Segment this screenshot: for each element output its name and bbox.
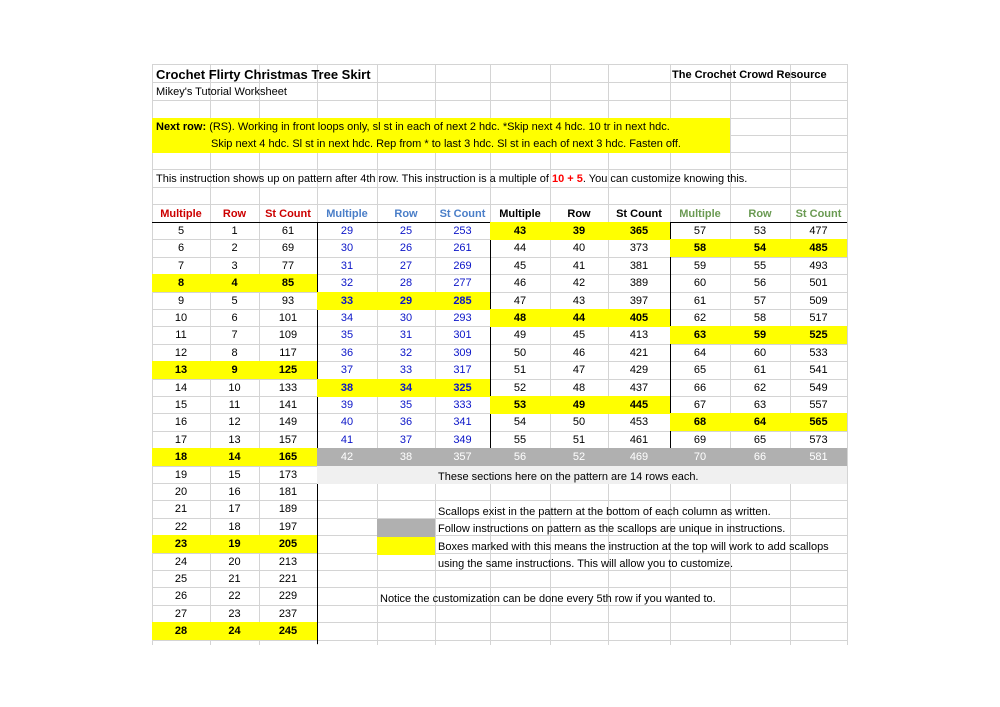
table-cell: 59	[693, 260, 707, 272]
table-cell: 317	[453, 364, 472, 376]
table-cell: 429	[629, 364, 649, 376]
table-cell: 8	[231, 347, 238, 359]
table-cell: 46	[572, 347, 586, 359]
table-cell: 17	[228, 503, 241, 515]
table-cell: 58	[753, 312, 767, 324]
table-cell: 57	[693, 225, 707, 237]
table-cell: 3	[231, 260, 238, 272]
table-cell: 405	[629, 312, 649, 324]
table-cell: 125	[278, 364, 298, 376]
table-cell: 101	[278, 312, 298, 324]
table-cell: 51	[513, 364, 527, 376]
table-cell: 22	[174, 521, 188, 533]
table-cell: 58	[693, 242, 707, 254]
table-cell: 43	[572, 295, 586, 307]
table-cell: 11	[228, 399, 241, 411]
table-cell: 64	[693, 347, 707, 359]
table-cell: 50	[572, 416, 586, 428]
table-cell: 20	[174, 486, 188, 498]
table-cell: 66	[693, 382, 707, 394]
table-cell: 501	[809, 277, 828, 289]
table-cell: 61	[753, 364, 767, 376]
table-cell: 55	[513, 434, 527, 446]
multiple-note	[156, 171, 747, 188]
table-cell: 21	[174, 503, 188, 515]
table-cell: 46	[513, 277, 527, 289]
table-cell: 39	[572, 225, 586, 237]
table-cell: 38	[399, 451, 413, 463]
table-cell: 133	[278, 382, 298, 394]
table-cell: 4	[231, 277, 238, 289]
table-cell: 6	[177, 242, 185, 254]
table-cell: 269	[453, 260, 472, 272]
table-cell: 469	[629, 451, 649, 463]
table-cell: 53	[513, 399, 527, 411]
table-cell: 49	[513, 329, 527, 341]
table-cell: 477	[809, 225, 828, 237]
table-cell: 12	[174, 347, 188, 359]
table-cell: 157	[278, 434, 298, 446]
table-cell: 13	[228, 434, 241, 446]
table-cell: 453	[629, 416, 649, 428]
table-cell: 29	[340, 225, 354, 237]
table-cell: 17	[174, 434, 188, 446]
table-cell: 10	[174, 312, 188, 324]
table-cell: 173	[278, 469, 298, 481]
table-cell: 27	[399, 260, 413, 272]
table-cell: 29	[399, 295, 413, 307]
yellow-legend-note-1: Boxes marked with this means the instruction at the top will work to add scallops	[438, 541, 829, 553]
table-cell: 55	[753, 260, 767, 272]
table-cell: 32	[340, 277, 354, 289]
table-cell: 373	[629, 242, 649, 254]
sheet-subtitle: Mikey's Tutorial Worksheet	[156, 86, 287, 98]
table-cell: 517	[809, 312, 828, 324]
table-cell: 47	[572, 364, 586, 376]
column-header: Multiple	[499, 208, 541, 220]
table-cell: 461	[629, 434, 649, 446]
table-cell: 509	[809, 295, 828, 307]
multiple-note-after: . You can customize knowing this.	[582, 173, 748, 185]
sheet-title: Crochet Flirty Christmas Tree Skirt	[156, 67, 371, 82]
table-cell: 62	[693, 312, 707, 324]
resource-label: The Crochet Crowd Resource	[672, 69, 827, 81]
column-header: Multiple	[679, 208, 721, 220]
grid-hline	[152, 64, 847, 65]
table-cell: 42	[340, 451, 354, 463]
table-cell: 25	[174, 573, 188, 585]
table-cell: 39	[340, 399, 354, 411]
table-cell: 357	[453, 451, 472, 463]
table-cell: 54	[753, 242, 767, 254]
table-cell: 52	[513, 382, 527, 394]
column-header: Row	[222, 208, 247, 220]
table-cell: 213	[278, 556, 298, 568]
table-cell: 15	[174, 399, 188, 411]
table-cell: 13	[174, 364, 188, 376]
table-cell: 50	[513, 347, 527, 359]
table-cell: 557	[809, 399, 828, 411]
table-cell: 365	[629, 225, 649, 237]
table-cell: 24	[228, 625, 241, 637]
table-cell: 2	[231, 242, 238, 254]
table-cell: 27	[174, 608, 188, 620]
column-header: Row	[394, 208, 418, 220]
table-cell: 18	[228, 521, 241, 533]
table-cell: 69	[281, 242, 295, 254]
table-cell: 301	[453, 329, 472, 341]
table-cell: 16	[174, 416, 188, 428]
table-cell: 23	[174, 538, 188, 550]
table-cell: 325	[453, 382, 472, 394]
table-cell: 14	[228, 451, 241, 463]
table-cell: 11	[175, 329, 187, 341]
table-cell: 565	[809, 416, 828, 428]
instruction-line-1	[156, 119, 670, 136]
table-cell: 141	[278, 399, 298, 411]
table-cell: 60	[693, 277, 707, 289]
table-cell: 1	[231, 225, 238, 237]
column-header: Row	[567, 208, 591, 220]
table-cell: 45	[572, 329, 586, 341]
table-cell: 35	[340, 329, 354, 341]
table-cell: 197	[278, 521, 298, 533]
table-cell: 189	[278, 503, 298, 515]
table-cell: 341	[453, 416, 472, 428]
table-cell: 28	[399, 277, 413, 289]
table-cell: 5	[177, 225, 185, 237]
table-cell: 38	[340, 382, 354, 394]
table-cell: 77	[281, 260, 295, 272]
table-cell: 33	[340, 295, 354, 307]
table-cell: 389	[629, 277, 649, 289]
table-cell: 65	[693, 364, 707, 376]
table-cell: 277	[453, 277, 472, 289]
table-cell: 70	[693, 451, 707, 463]
grid-hline	[152, 204, 847, 205]
customize-note: Notice the customization can be done every 5th row if you wanted to.	[380, 593, 716, 605]
table-cell: 30	[340, 242, 354, 254]
table-cell: 533	[809, 347, 828, 359]
table-cell: 36	[340, 347, 354, 359]
table-cell: 93	[281, 295, 295, 307]
table-cell: 7	[177, 260, 185, 272]
multiple-note-before: This instruction shows up on pattern after 4th row. This instruction is a multiple of	[156, 173, 552, 185]
table-cell: 109	[278, 329, 298, 341]
table-cell: 34	[340, 312, 354, 324]
multiple-value: 10 + 5	[551, 173, 583, 185]
table-cell: 30	[399, 312, 413, 324]
table-cell: 26	[399, 242, 413, 254]
table-cell: 117	[279, 347, 297, 359]
table-cell: 23	[228, 608, 241, 620]
table-cell: 12	[228, 416, 241, 428]
next-row-label: Next row:	[156, 121, 207, 133]
scallops-note: Scallops exist in the pattern at the bottom of each column as written.	[438, 506, 771, 518]
table-cell: 41	[572, 260, 586, 272]
table-cell: 47	[513, 295, 527, 307]
table-cell: 61	[281, 225, 295, 237]
table-cell: 37	[340, 364, 354, 376]
table-cell: 485	[809, 242, 828, 254]
sections-note: These sections here on the pattern are 14 rows each.	[438, 471, 699, 483]
table-cell: 44	[513, 242, 527, 254]
table-cell: 293	[453, 312, 472, 324]
column-header: St Count	[439, 208, 486, 220]
yellow-legend-swatch	[377, 537, 435, 555]
table-cell: 16	[228, 486, 241, 498]
table-cell: 63	[693, 329, 707, 341]
table-cell: 62	[753, 382, 767, 394]
column-header: St Count	[265, 208, 311, 220]
table-cell: 67	[693, 399, 707, 411]
table-cell: 261	[453, 242, 472, 254]
table-cell: 9	[177, 295, 185, 307]
table-cell: 229	[278, 590, 298, 602]
table-cell: 34	[399, 382, 413, 394]
table-cell: 19	[174, 469, 188, 481]
table-cell: 41	[340, 434, 354, 446]
table-cell: 51	[572, 434, 586, 446]
table-cell: 413	[629, 329, 649, 341]
table-cell: 49	[572, 399, 586, 411]
table-cell: 525	[809, 329, 828, 341]
table-cell: 26	[174, 590, 188, 602]
instruction-line-2: Skip next 4 hdc. Sl st in next hdc. Rep from * to last 3 hdc. Sl st in each of next 3 hdc. Fasten off.	[211, 138, 681, 150]
table-cell: 253	[453, 225, 472, 237]
table-cell: 19	[228, 538, 241, 550]
yellow-legend-note-2: using the same instructions. This will allow you to customize.	[438, 558, 734, 570]
table-cell: 445	[629, 399, 649, 411]
table-cell: 349	[453, 434, 472, 446]
table-cell: 285	[453, 295, 472, 307]
table-cell: 65	[753, 434, 767, 446]
table-cell: 8	[177, 277, 185, 289]
table-cell: 40	[572, 242, 586, 254]
table-cell: 237	[278, 608, 298, 620]
table-cell: 21	[228, 573, 241, 585]
table-cell: 165	[278, 451, 298, 463]
column-header: Row	[748, 208, 772, 220]
table-cell: 61	[693, 295, 707, 307]
table-cell: 54	[513, 416, 527, 428]
table-cell: 31	[399, 329, 413, 341]
table-cell: 66	[753, 451, 767, 463]
table-cell: 397	[629, 295, 649, 307]
table-cell: 493	[809, 260, 828, 272]
grid-hline	[152, 169, 847, 170]
gray-legend-swatch	[377, 519, 435, 537]
table-cell: 64	[753, 416, 767, 428]
table-cell: 85	[281, 277, 295, 289]
table-cell: 221	[278, 573, 298, 585]
table-cell: 28	[174, 625, 188, 637]
table-cell: 7	[231, 329, 238, 341]
table-cell: 581	[809, 451, 828, 463]
table-cell: 42	[572, 277, 586, 289]
table-cell: 14	[174, 382, 188, 394]
table-cell: 53	[753, 225, 767, 237]
gray-legend-note: Follow instructions on pattern as the scallops are unique in instructions.	[438, 523, 786, 535]
table-cell: 421	[629, 347, 649, 359]
table-cell: 437	[629, 382, 649, 394]
table-cell: 381	[629, 260, 649, 272]
table-cell: 48	[572, 382, 586, 394]
column-header: St Count	[795, 208, 842, 220]
table-cell: 181	[278, 486, 298, 498]
table-cell: 549	[809, 382, 828, 394]
table-cell: 541	[809, 364, 828, 376]
table-cell: 45	[513, 260, 527, 272]
column-header: Multiple	[160, 208, 202, 220]
table-cell: 59	[753, 329, 767, 341]
table-cell: 43	[513, 225, 527, 237]
instruction-text-1: (RS). Working in front loops only, sl st in each of next 2 hdc. *Skip next 4 hdc. 10 tr in next hdc.	[209, 121, 670, 133]
table-cell: 205	[278, 538, 298, 550]
table-cell: 48	[513, 312, 527, 324]
table-cell: 573	[809, 434, 828, 446]
table-cell: 33	[399, 364, 413, 376]
table-cell: 24	[174, 556, 188, 568]
table-cell: 57	[753, 295, 767, 307]
table-cell: 333	[453, 399, 472, 411]
table-cell: 9	[231, 364, 238, 376]
table-cell: 40	[340, 416, 354, 428]
grid-vline	[847, 64, 848, 645]
table-cell: 245	[278, 625, 298, 637]
table-cell: 18	[174, 451, 188, 463]
table-cell: 36	[399, 416, 413, 428]
table-cell: 60	[753, 347, 767, 359]
table-cell: 56	[753, 277, 767, 289]
table-cell: 35	[399, 399, 413, 411]
table-cell: 20	[228, 556, 241, 568]
table-cell: 69	[693, 434, 707, 446]
table-cell: 309	[453, 347, 472, 359]
table-cell: 22	[228, 590, 241, 602]
table-cell: 31	[340, 260, 354, 272]
column-header: Multiple	[326, 208, 368, 220]
table-cell: 52	[572, 451, 586, 463]
table-cell: 68	[693, 416, 707, 428]
table-cell: 15	[228, 469, 241, 481]
table-cell: 44	[572, 312, 586, 324]
table-cell: 56	[513, 451, 527, 463]
table-cell: 32	[399, 347, 413, 359]
table-cell: 63	[753, 399, 767, 411]
table-cell: 6	[231, 312, 238, 324]
grid-hline	[152, 640, 847, 641]
table-cell: 5	[231, 295, 238, 307]
table-cell: 25	[399, 225, 413, 237]
table-cell: 149	[278, 416, 298, 428]
table-cell: 37	[399, 434, 413, 446]
table-cell: 10	[228, 382, 241, 394]
column-header: St Count	[616, 208, 662, 220]
